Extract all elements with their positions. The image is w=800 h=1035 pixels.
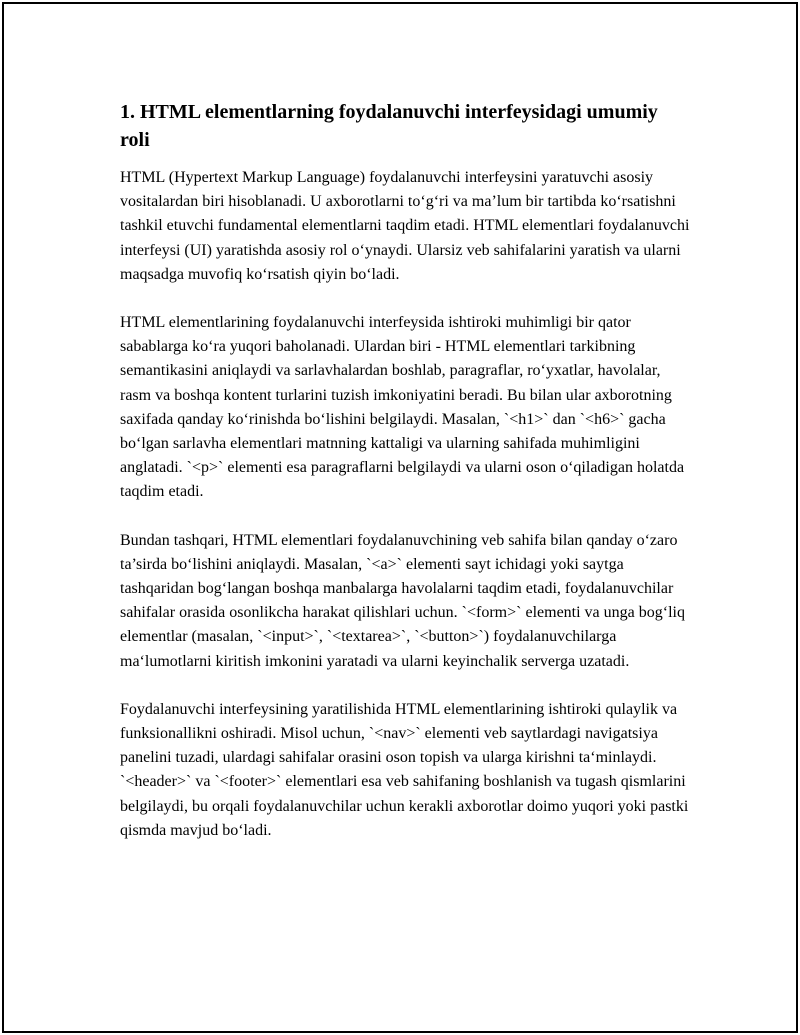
section-heading: 1. HTML elementlarning foydalanuvchi interfeysidagi umumiy roli: [120, 101, 658, 151]
document-body: [120, 98, 692, 867]
paragraph-2: HTML elementlarining foydalanuvchi interfeysida ishtiroki muhimligi bir qator sabablarga ko‘ra yuqori baholanadi. Ulardan biri - HTML elementlari tarkibning semantikasini aniqlaydi va sarlavhalardan boshlab, paragraflar, ro‘yxatlar, havolalar, rasm va boshqa kontent turlarini tuzish imkoniyatini beradi. Bu bilan ular axborotning saxifada qanday ko‘rinishda bo‘lishini belgilaydi. Masalan, `<h1>` dan `<h6>` gacha bo‘lgan sarlavha elementlari matnning kattaligi va ularning sahifada muhimligini anglatadi. `<p>` elementi esa paragraflarni belgilaydi va ularni oson o‘qiladigan holatda taqdim etadi.: [120, 314, 685, 501]
paragraph-1: HTML (Hypertext Markup Language) foydalanuvchi interfeysini yaratuvchi asosiy vositalardan biri hisoblanadi. U axborotlarni to‘g‘ri va ma’lum bir tartibda ko‘rsatishni tashkil etuvchi fundamental elementlarni taqdim etadi. HTML elementlari foydalanuvchi interfeysi (UI) yaratishda asosiy rol o‘ynaydi. Ularsiz veb sahifalarini yaratish va ularni maqsadga muvofiq ko‘rsatish qiyin bo‘ladi.: [120, 169, 690, 283]
page-frame: [2, 2, 798, 1033]
paragraph-4: Foydalanuvchi interfeysining yaratilishida HTML elementlarining ishtiroki qulaylik va funksionallikni oshiradi. Misol uchun, `<nav>` elementi veb saytlardagi navigatsiya panelini tuzadi, ulardagi sahifalar orasini oson topish va ularga kirishni ta‘minlaydi. `<header>` va `<footer>` elementlari esa veb sahifaning boshlanish va tugash qismlarini belgilaydi, bu orqali foydalanuvchilar uchun kerakli axborotlar doimo yuqori yoki pastki qismda mavjud bo‘ladi.: [120, 700, 689, 839]
paragraph-3: Bundan tashqari, HTML elementlari foydalanuvchining veb sahifa bilan qanday o‘zaro ta’sirda bo‘lishini aniqlaydi. Masalan, `<a>` elementi sayt ichidagi yoki saytga tashqaridan bog‘langan boshqa manbalarga havolalarni taqdim etadi, foydalanuvchilar sahifalar orasida osonlikcha harakat qilishlari uchun. `<form>` elementi va unga bog‘liq elementlar (masalan, `<input>`, `<textarea>`, `<button>`) foydalanuvchilarga ma‘lumotlarni kiritish imkonini yaratadi va ularni keyinchalik serverga uzatadi.: [120, 531, 685, 670]
